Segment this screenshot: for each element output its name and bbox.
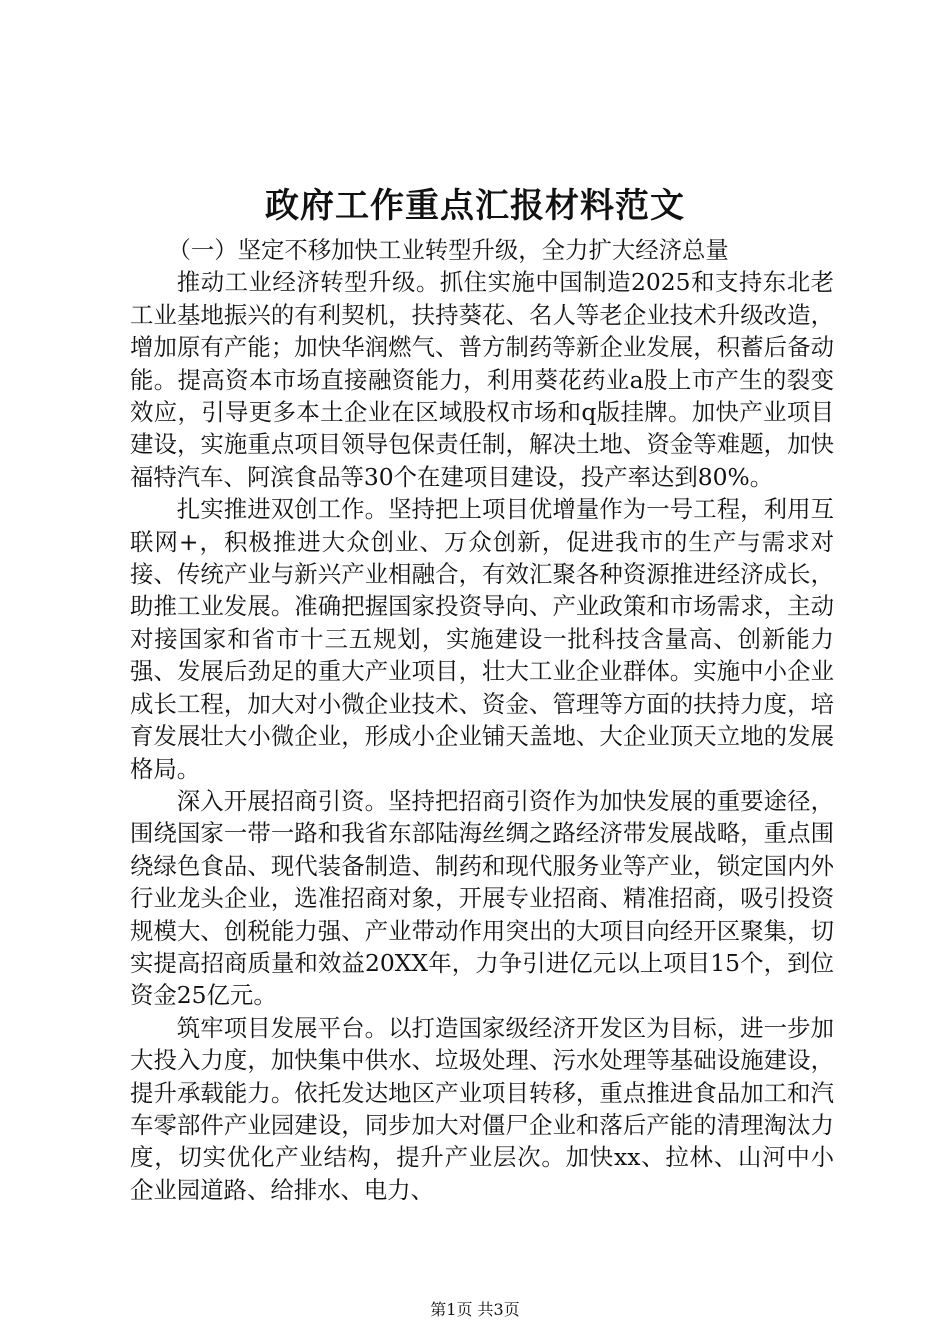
body-paragraph: 深入开展招商引资。坚持把招商引资作为加快发展的重要途径，围绕国家一带一路和我省东部陆海丝绸之路经济带发展战略，重点围绕绿色食品、现代装备制造、制药和现代服务业等产业，锁定国内外行业龙头企业，选准招商对象，开展专业招商、精准招商，吸引投资规模大、创税能力强、产业带动作用突出的大项目向经开区聚集，切实提高招商质量和效益20XX年，力争引进亿元以上项目15个，到位资金25亿元。 [130, 786, 834, 1010]
page-number-footer: 第1页 共3页 [430, 1300, 520, 1319]
section-subheading: （一）坚定不移加快工业转型升级，全力扩大经济总量 [167, 236, 729, 264]
document-body [130, 234, 834, 1206]
body-paragraph: 筑牢项目发展平台。以打造国家级经济开发区为目标，进一步加大投入力度，加快集中供水、垃圾处理、污水处理等基础设施建设，提升承载能力。依托发达地区产业项目转移，重点推进食品加工和汽车零部件产业园建设，同步加大对僵尸企业和落后产能的清理淘汰力度，切实优化产业结构，提升产业层次。加快xx、拉林、山河中小企业园道路、给排水、电力、 [130, 1013, 834, 1204]
body-paragraph: 扎实推进双创工作。坚持把上项目优增量作为一号工程，利用互联网+，积极推进大众创业、万众创新，促进我市的生产与需求对接、传统产业与新兴产业相融合，有效汇聚各种资源推进经济成长，助推工业发展。准确把握国家投资导向、产业政策和市场需求，主动对接国家和省市十三五规划，实施建设一批科技含量高、创新能力强、发展后劲足的重大产业项目，壮大工业企业群体。实施中小企业成长工程，加大对小微企业技术、资金、管理等方面的扶持力度，培育发展壮大小微企业，形成小企业铺天盖地、大企业顶天立地的发展格局。 [130, 495, 834, 783]
body-paragraph: 推动工业经济转型升级。抓住实施中国制造2025和支持东北老工业基地振兴的有利契机，扶持葵花、名人等老企业技术升级改造，增加原有产能；加快华润燃气、普方制药等新企业发展，积蓄后备动能。提高资本市场直接融资能力，利用葵花药业a股上市产生的裂变效应，引导更多本土企业在区域股权市场和q版挂牌。加快产业项目建设，实施重点项目领导包保责任制，解决土地、资金等难题，加快福特汽车、阿滨食品等30个在建项目建设，投产率达到80%。 [130, 268, 834, 491]
document-title: 政府工作重点汇报材料范文 [265, 186, 685, 226]
